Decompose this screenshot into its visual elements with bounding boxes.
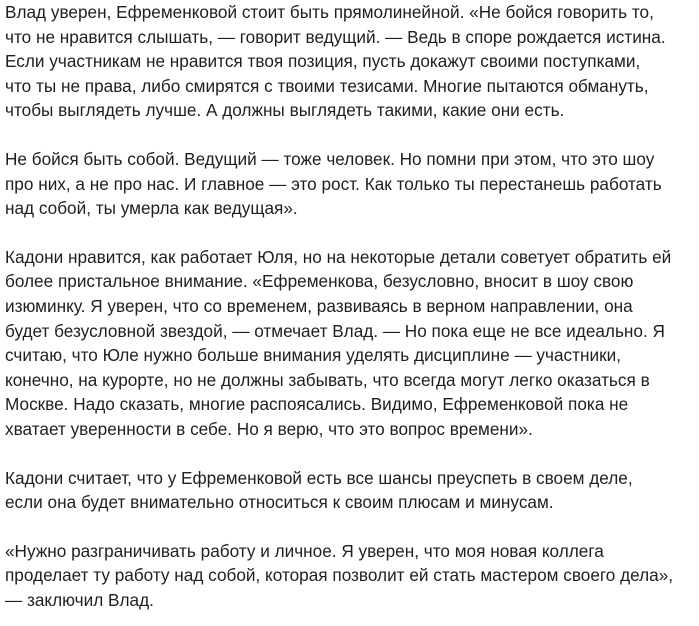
paragraph-4 bbox=[5, 466, 693, 515]
text-line: если она будет внимательно относиться к своим плюсам и минусам. bbox=[5, 492, 554, 513]
text-line: Влад уверен, Ефременковой стоит быть прямолинейной. «Не бойся говорить то, bbox=[5, 2, 654, 22]
text-line: чтобы выглядеть лучше. А должны выглядеть такими, какие они есть. bbox=[5, 100, 565, 121]
text-line: считаю, что Юле нужно больше внимания уделять дисциплине — участники, bbox=[5, 345, 621, 366]
text-line: Не бойся быть собой. Ведущий — тоже человек. Но помни при этом, что это шоу bbox=[5, 148, 655, 169]
paragraph-3 bbox=[5, 245, 693, 442]
paragraph-1 bbox=[5, 0, 693, 123]
paragraph-2 bbox=[5, 147, 693, 221]
paragraph-gap bbox=[5, 442, 693, 466]
text-line: изюминку. Я уверен, что со временем, развиваясь в верном направлении, она bbox=[5, 295, 633, 316]
text-line: будет безусловной звездой, — отмечает Влад. — Но пока еще не все идеально. Я bbox=[5, 320, 665, 341]
text-line: конечно, на курорте, но не должны забывать, что всегда могут легко оказаться в bbox=[5, 369, 650, 390]
text-line: Если участникам не нравится твоя позиция, пусть докажут своими поступками, bbox=[5, 51, 641, 72]
text-line: Москве. Надо сказать, многие распоясались. Видимо, Ефременковой пока не bbox=[5, 394, 629, 415]
text-line: что ты не права, либо смирятся с твоими тезисами. Многие пытаются обмануть, bbox=[5, 75, 649, 96]
text-line: — заключил Влад. bbox=[5, 589, 154, 610]
text-line: «Нужно разграничивать работу и личное. Я уверен, что моя новая коллега bbox=[5, 540, 604, 561]
paragraph-gap bbox=[5, 123, 693, 147]
text-line: хватает уверенности в себе. Но я верю, что это вопрос времени». bbox=[5, 418, 533, 439]
text-line: Кадони считает, что у Ефременковой есть все шансы преуспеть в своем деле, bbox=[5, 467, 633, 488]
paragraph-gap bbox=[5, 221, 693, 245]
paragraph-gap bbox=[5, 515, 693, 539]
text-line: что не нравится слышать, — говорит ведущий. — Ведь в споре рождается истина. bbox=[5, 26, 666, 47]
text-line: про них, а не про нас. И главное — это рост. Как только ты перестанешь работать bbox=[5, 173, 662, 194]
text-line: Кадони нравится, как работает Юля, но на некоторые детали советует обратить ей bbox=[5, 246, 672, 267]
text-line: более пристальное внимание. «Ефременкова, безусловно, вносит в шоу свою bbox=[5, 271, 634, 292]
text-line: над собой, ты умерла как ведущая». bbox=[5, 198, 298, 219]
paragraph-5 bbox=[5, 539, 693, 613]
text-line: проделает ту работу над собой, которая позволит ей стать мастером своего дела», bbox=[5, 565, 674, 586]
